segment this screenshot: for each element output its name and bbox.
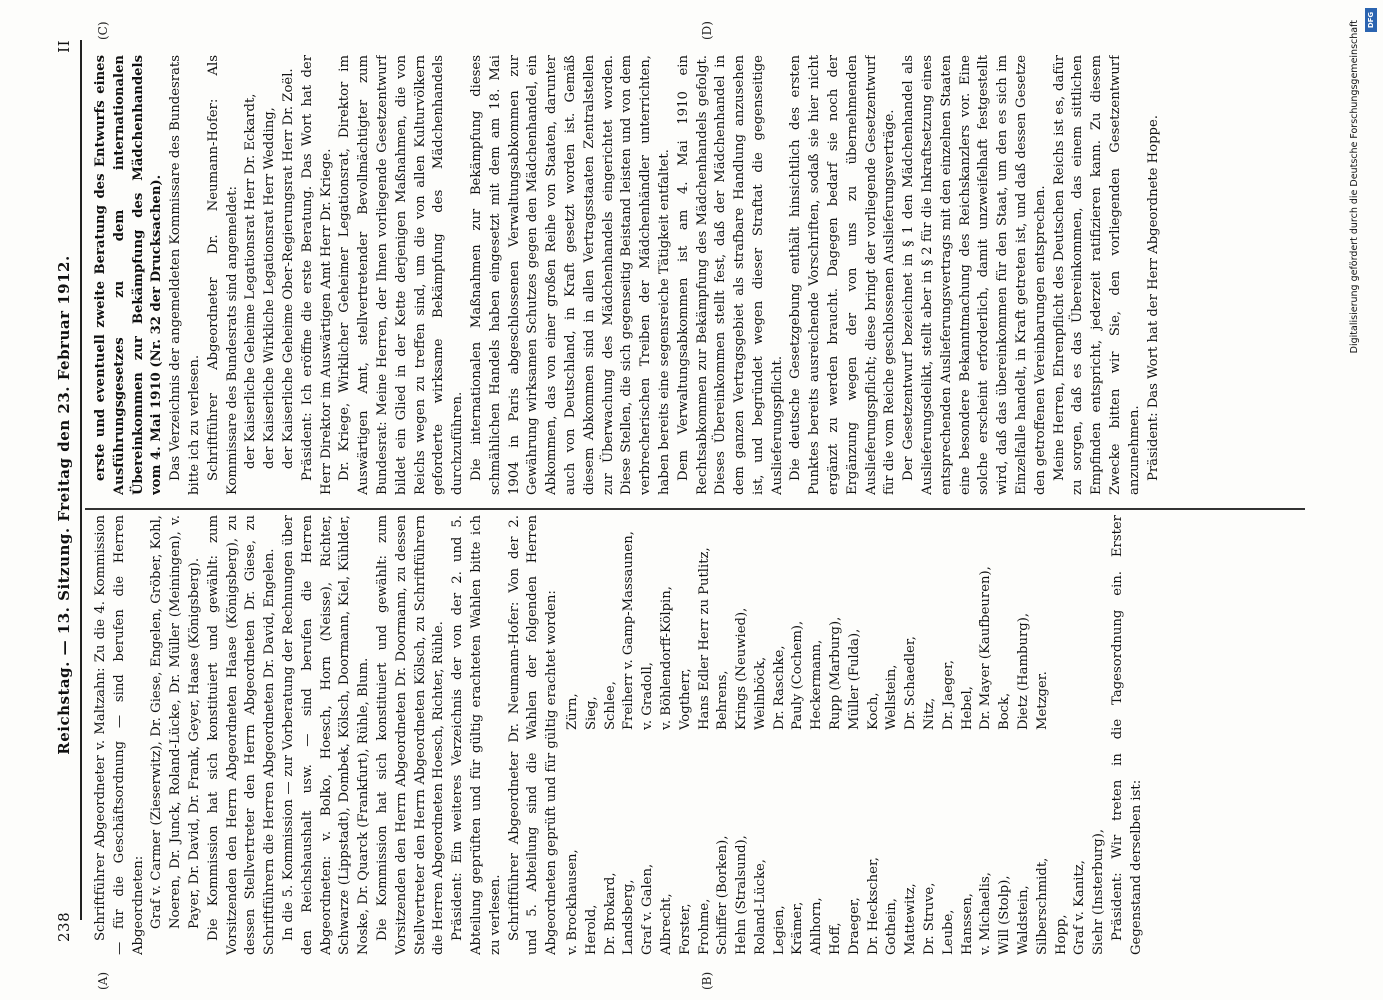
member-name: Legien, — [771, 905, 787, 955]
member-name: Will (Stolp), — [997, 875, 1013, 955]
member-name: Gothein, — [884, 898, 900, 955]
credit-text: Digitalisierung gefördert durch die Deutsche Forschungsgemeinschaft — [1349, 20, 1360, 354]
paragraph: Graf v. Carmer (Zieserwitz), Dr. Giese, Engelen, Gröber, Kohl, Noeren, Dr. Junck, Roland-Lücke, Dr. Müller (Meiningen), v. Payer, Dr. David, Dr. Frank, Geyer, Haase (Königsberg). — [149, 515, 202, 929]
member-name: Zürn, — [564, 693, 580, 730]
member-name: Hans Edler Herr zu Putlitz, — [696, 547, 712, 730]
member-name: Roland-Lücke, — [752, 859, 768, 955]
paragraph: Die internationalen Maßnahmen zur Bekämpfung dieses schmählichen Handels haben eingesetzt mit dem am 18. Mai 1904 in Paris abgeschlossenen Verwaltungsabkommen zur Gewährung wirksamen Schutzes gegen den Mädchenhandel, ein Abkommen, das von einer großen Reihe von Staaten, darunter auch von Deutschland, in Kraft gesetzt worden ist. Gemäß diesem Abkommen sind in allen Vertragsstaaten Zentralstellen zur Überwachung des Mädchenhandels eingerichtet worden. Diese Stellen, die sich gegenseitig Beistand leisten und von dem verbrecherischen Treiben der Mädchenhändler unterrichten, haben bereits eine segensreiche Tätigkeit entfaltet. — [468, 55, 672, 495]
margin-mark-b: (B) — [700, 971, 714, 990]
header-right-mark: II — [55, 40, 73, 53]
margin-mark-d: (D) — [700, 21, 714, 40]
paragraph: In die 5. Kommission — zur Vorberatung der Rechnungen über den Reichshaushalt usw. — sind berufen die Herren Abgeordneten: v. Bolko, Hoesch, Horn (Neisse), Richter, Schwarze (Lippstadt), Dombek, Kölsch, Doormann, Kiel, Kühlder, Noske, Dr. Quarck (Frankfurt), Rühle, Blum. — [280, 515, 372, 955]
paragraph: Schriftführer Abgeordneter v. Maltzahn: Zu die 4. Kommission — für die Geschäftsordnung — sind berufen die Herren Abgeordneten: — [93, 515, 146, 955]
commissioner-entry: der Kaiserliche Geheime Legationsrat Herr Dr. Eckardt, — [243, 93, 259, 469]
member-name: Heckermann, — [809, 639, 825, 730]
member-name: Siehr (Insterburg), — [1091, 828, 1107, 955]
member-name: Forster, — [677, 903, 693, 955]
member-name: v. Brockhausen, — [564, 849, 580, 955]
paragraph: Schriftführer Abgeordneter Dr. Neumann-Hofer: Von der 2. und 5. Abteilung sind die Wahlen der folgenden Herren Abgeordneten geprüft und für gültig erachtet worden: — [506, 515, 560, 955]
paragraph: Die deutsche Gesetzgebung enthält hinsichtlich des ersten Punktes bereits ausreichende Vorschriften, sodaß sie hier nicht ergänzt zu werden braucht. Dagegen bedarf sie noch der Ergänzung wegen der von uns zu übernehmenden Auslieferungspflicht; diese bringt der vorliegende Gesetzentwurf für die vom Reiche geschlossenen Auslieferungsverträge. — [788, 55, 898, 495]
left-column — [92, 515, 1322, 955]
page-number: 238 — [55, 911, 73, 942]
dfg-logo — [1365, 8, 1377, 32]
member-name: Schiffer (Borken), — [715, 835, 731, 955]
commissioner-entry: der Kaiserliche Wirkliche Legationsrat Herr Wedding, — [262, 107, 278, 469]
member-name: Behrens, — [715, 670, 731, 730]
member-name: Dr. Schaedler, — [903, 636, 919, 730]
paragraph: Präsident: Wir treten in die Tagesordnung ein. Erster Gegenstand derselben ist: — [1110, 515, 1144, 955]
member-name: Dr. Mayer (Kaufbeuren), — [978, 566, 994, 730]
member-name: Dr. Jaeger, — [940, 659, 956, 730]
member-name: Müller (Fulda), — [846, 628, 862, 730]
member-name: Dr. Raschke, — [771, 645, 787, 730]
member-name — [1071, 515, 1090, 730]
member-name: Rupp (Marburg), — [828, 616, 844, 730]
paragraph: Das Verzeichnis der angemeldeten Kommissare des Bundesrats bitte ich zu verlesen. — [168, 55, 202, 495]
dfg-logo-text: DFG — [1367, 11, 1375, 29]
right-column — [92, 55, 1322, 495]
member-name: Vogtherr, — [677, 668, 693, 730]
member-name: v. Michaelis, — [978, 872, 994, 955]
member-name — [1090, 515, 1109, 730]
member-name: Dr. Brokard, — [602, 872, 618, 955]
member-name: Wellstein, — [884, 664, 900, 730]
member-name: Silberschmidt, — [1034, 857, 1050, 955]
member-name: Ahlhorn, — [809, 897, 825, 955]
member-name: Nitz, — [922, 697, 938, 730]
member-name: Graf v. Galen, — [640, 863, 656, 955]
member-name: Hoff, — [828, 922, 844, 955]
paragraph: Präsident: Das Wort hat der Herr Abgeordnete Hoppe. — [1145, 115, 1161, 481]
member-name: Weilnböck, — [752, 656, 768, 730]
member-name-list — [564, 515, 1109, 955]
paragraph: Präsident: Ich eröffne die erste Beratung. Das Wort hat der Herr Direktor im Auswärtigen Amt Herr Dr. Kriege. — [299, 55, 334, 495]
paragraph: Meine Herren, Ehrenpflicht des Deutschen Reichs ist es, dafür zu sorgen, daß es das Übereinkommen, das einem sittlichen Empfinden entspricht, jederzeit ratifizieren kann. Zu diesem Zwecke bitten wir Sie, den vorliegenden Gesetzentwurf anzunehmen. — [1051, 55, 1142, 495]
member-name: v. Gradoll, — [640, 662, 656, 730]
member-name: Graf v. Kanitz, — [1072, 860, 1088, 955]
margin-mark-a: (A) — [96, 971, 110, 990]
member-name: Landsberg, — [621, 879, 637, 955]
paragraph: Der Gesetzentwurf bezeichnet in § 1 den Mädchenhandel als Auslieferungsdelikt, stellt aber in § 2 für die Inkraftsetzung eines entsprechenden Auslieferungsvertrags mit den einzelnen Staaten eine besondere Bekanntmachung des Reichskanzlers vor. Eine solche erscheint erforderlich, damit unzweifelhaft festgestellt wird, daß das übereinkommen für den Staat, um den es sich im Einzelfalle handelt, in Kraft getreten ist, und daß dessen Gesetze den getroffenen Vereinbarungen entsprechen. — [901, 55, 1048, 495]
member-name: Frohme, — [696, 898, 712, 955]
member-name: Hanssen, — [959, 893, 975, 955]
member-name: Dr. Struve, — [922, 882, 938, 955]
member-name: Bock, — [997, 692, 1013, 730]
member-name: Hopp, — [1053, 914, 1069, 955]
member-name: Krämer, — [790, 901, 806, 955]
header-title: Reichstag. — 13. Sitzung. Freitag den 23. Februar 1912. — [55, 255, 73, 755]
column-divider — [85, 509, 1305, 511]
paragraph: Dem Verwaltungsabkommen ist am 4. Mai 1910 ein Rechtsabkommen zur Bekämpfung des Mädchenhandels gefolgt. Dieses Übereinkommen stellt fest, daß der Mädchenhandel in dem ganzen Vertragsgebiet als strafbare Handlung anzusehen ist, und begründet wegen dieser Straftat die gegenseitige Auslieferungspflicht. — [675, 55, 785, 495]
member-name: Albrecht, — [658, 893, 674, 955]
member-name: Leube, — [940, 909, 956, 955]
member-name: Pauly (Cochem), — [790, 620, 806, 730]
paragraph: Die Kommission hat sich konstituiert und gewählt: zum Vorsitzenden den Herrn Abgeordneten Dr. Doormann, zu dessen Stellvertreter den Herrn Abgeordneten Kölsch, zu Schriftführern die Herren Abgeordneten Hoesch, Richter, Rühle. — [374, 515, 447, 955]
paragraph: Präsident: Ein weiteres Verzeichnis der von der 2. und 5. Abteilung geprüften und für gültig erachteten Wahlen bitte ich zu verlesen. — [450, 515, 503, 955]
header-rule — [80, 40, 82, 920]
member-name — [1053, 515, 1072, 730]
member-name: Freiherr v. Gamp-Massaunen, — [621, 531, 637, 730]
member-name: Sieg, — [583, 696, 599, 730]
member-name: Hehn (Stralsund), — [734, 835, 750, 955]
member-name: Dietz (Hamburg), — [1016, 612, 1032, 730]
member-name: Dr. Heckscher, — [865, 857, 881, 955]
member-name: Krings (Neuwied), — [734, 607, 750, 730]
member-name: Waldstein, — [1016, 885, 1032, 955]
page-header — [55, 40, 79, 970]
member-name: Metzger. — [1034, 671, 1050, 730]
commissioner-entry: der Kaiserliche Geheime Ober-Regierungsrat Herr Dr. Zoël. — [280, 68, 296, 469]
member-name: Schlee, — [602, 681, 618, 730]
paragraph: Dr. Kriege, Wirklicher Geheimer Legationsrat, Direktor im Auswärtigen Amt, stellvertretender Bevollmächtigter zum Bundesrat: Meine Herren, der Ihnen vorliegende Gesetzentwurf bildet ein Glied in der Kette derjenigen Maßnahmen, die von Reichs wegen zu treffen sind, um die von allen Kulturvölkern geforderte wirksame Bekämpfung des Mädchenhandels durchzuführen. — [337, 55, 466, 495]
member-name: Koch, — [865, 692, 881, 730]
member-name: v. Böhlendorff-Kölpin, — [658, 586, 674, 730]
member-name: Hebel, — [959, 686, 975, 730]
paragraph: Schriftführer Abgeordneter Dr. Neumann-Hofer: Als Kommissare des Bundesrats sind angemeldet: — [205, 55, 240, 495]
paragraph: Die Kommission hat sich konstituiert und gewählt: zum Vorsitzenden den Herrn Abgeordneten Haase (Königsberg), zu dessen Stellvertreter den Herrn Abgeordneten Dr. Giese, zu Schriftführern die Herren Abgeordneten Dr. David, Engelen. — [205, 515, 278, 955]
member-name: Herold, — [583, 904, 599, 955]
member-name: Mattewitz, — [903, 883, 919, 955]
member-name: Draeger, — [846, 897, 862, 955]
agenda-item: erste und eventuell zweite Beratung des Entwurfs eines Ausführungsgesetzes zu dem internationalen Übereinkommen zur Bekämpfung des Mädchenhandels vom 4. Mai 1910 (Nr. 32 der Drucksachen). — [93, 55, 165, 495]
margin-mark-c: (C) — [96, 21, 110, 40]
digitization-credit — [1349, 20, 1369, 980]
